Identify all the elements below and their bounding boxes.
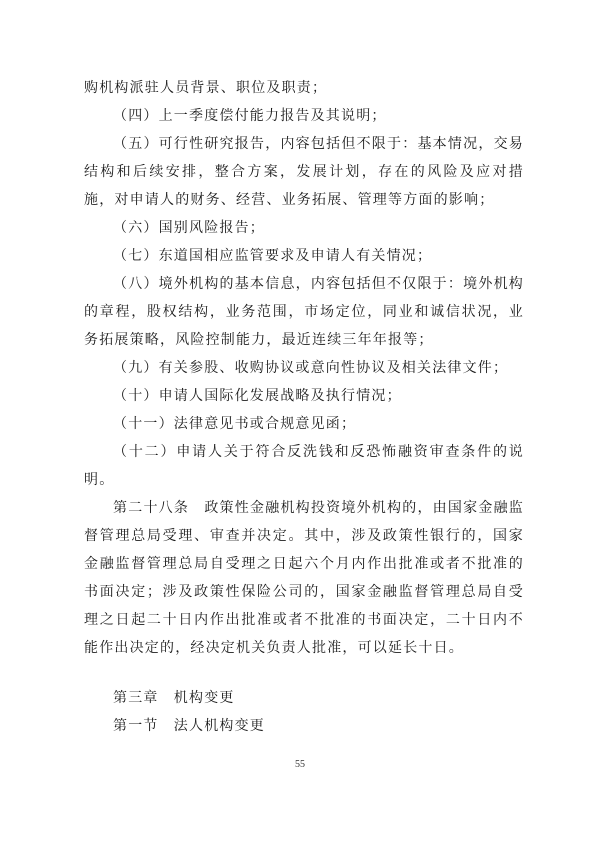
page-number: 55 (295, 759, 305, 770)
list-item-9: （九）有关参股、收购协议或意向性协议及相关法律文件； (113, 360, 509, 376)
list-item-4: （四）上一季度偿付能力报告及其说明； (113, 108, 387, 124)
list-item-6: （六）国别风险报告； (113, 220, 265, 236)
list-item-12: （十二）申请人关于符合反洗钱和反恐怖融资审查条件的说明。 (84, 444, 524, 488)
spacer (84, 662, 524, 684)
chapter-heading: 第三章 机构变更 (113, 690, 235, 706)
list-item-10: （十）申请人国际化发展战略及执行情况； (113, 388, 402, 404)
list-item-7: （七）东道国相应监管要求及申请人有关情况； (113, 248, 433, 264)
document-body (84, 74, 524, 740)
article-28: 第二十八条 政策性金融机构投资境外机构的，由国家金融监督管理总局受理、审查并决定。其中，涉及政策性银行的，国家金融监督管理总局自受理之日起六个月内作出批准或者不批准的书面决定；涉及政策性保险公司的，国家金融监督管理总局自受理之日起二十日内作出批准或者不批准的书面决定，二十日内不能作出决定的，经决定机关负责人批准，可以延长十日。 (84, 500, 524, 656)
list-item-11: （十一）法律意见书或合规意见函； (113, 416, 357, 432)
paragraph-continuation: 购机构派驻人员背景、职位及职责； (84, 80, 328, 96)
section-heading: 第一节 法人机构变更 (113, 718, 265, 734)
list-item-5: （五）可行性研究报告，内容包括但不限于：基本情况，交易结构和后续安排，整合方案，发展计划，存在的风险及应对措施，对申请人的财务、经营、业务拓展、管理等方面的影响； (84, 136, 524, 208)
list-item-8: （八）境外机构的基本信息，内容包括但不仅限于：境外机构的章程，股权结构，业务范围，市场定位，同业和诚信状况，业务拓展策略，风险控制能力，最近连续三年年报等； (84, 276, 524, 348)
